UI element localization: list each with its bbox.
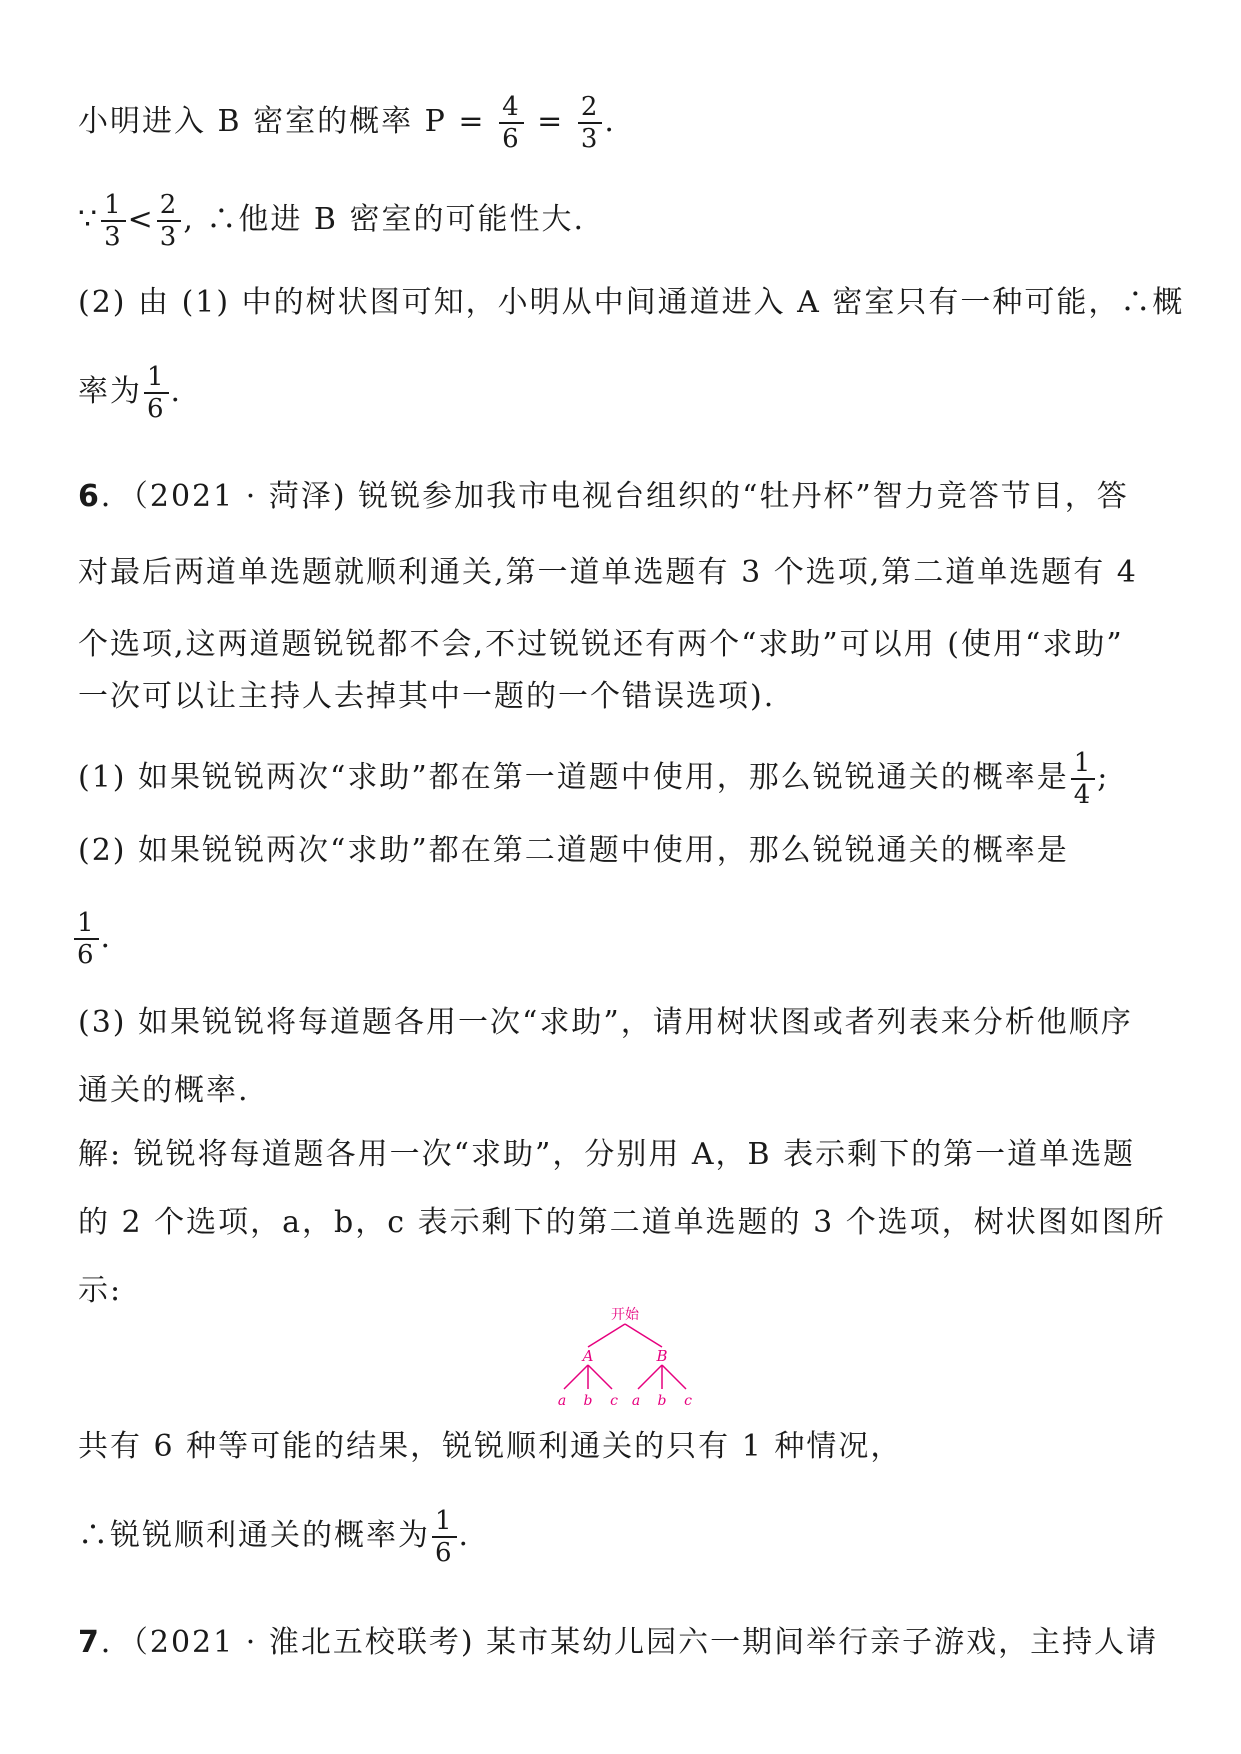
conclusion-line-1: 共有 6 种等可能的结果，锐锐顺利通关的只有 1 种情况， [78,1429,903,1464]
question-number: 6 [78,479,101,514]
solution-line-1 [78,92,616,154]
question-6-part-2: (2) 如果锐锐两次“求助”都在第二道题中使用，那么锐锐通关的概率是 [78,833,1069,868]
tree-leaf: a [557,1393,567,1409]
fraction: $\frac{2}{3}$ [157,190,182,252]
text: ∴锐锐顺利通关的概率为 [78,1518,430,1553]
question-6-line-3: 个选项,这两道题锐锐都不会,不过锐锐还有两个“求助”可以用 (使用“求助” [78,627,1124,662]
solution-line-2 [78,190,585,252]
fraction: $\frac{1}{6}$ [144,362,169,424]
solution-6-line-2: 的 2 个选项，a，b，c 表示剩下的第二道单选题的 3 个选项，树状图如图所 [78,1205,1166,1240]
solution-line-4 [78,362,182,424]
text: , ∴他进 B 密室的可能性大. [183,202,586,237]
solution-6-line-3: 示: [78,1273,123,1308]
text: 率为 [78,374,142,409]
period: . [100,920,113,955]
fraction: $\frac{1}{3}$ [101,190,126,252]
period: . [604,104,616,139]
fraction: $\frac{1}{4}$ [1071,748,1096,810]
less-than-sign: < [127,202,155,237]
solution-6-line-1: 解: 锐锐将每道题各用一次“求助”，分别用 A，B 表示剩下的第一道单选题 [78,1137,1136,1172]
semicolon: ; [1097,760,1110,795]
tree-leaf: b [657,1393,667,1409]
question-6-line-4: 一次可以让主持人去掉其中一题的一个错误选项). [78,679,776,714]
tree-leaf: b [583,1393,593,1409]
fraction: $\frac{1}{6}$ [432,1506,457,1568]
question-6-line-1 [78,478,1129,516]
tree-diagram [550,1305,700,1409]
question-7-line-1 [78,1624,1158,1662]
text: ．（2021 · 淮北五校联考) 某市某幼儿园六一期间举行亲子游戏，主持人请 [100,1625,1159,1660]
question-6-part-3-line-2: 通关的概率. [78,1073,250,1108]
tree-leaf: a [631,1393,641,1409]
because-symbol: ∵ [78,202,100,237]
question-number: 7 [78,1625,101,1660]
tree-node-b: B [656,1347,668,1365]
equals-sign: = [537,104,565,139]
tree-root-label: 开始 [611,1307,639,1323]
fraction: $\frac{1}{6}$ [74,908,99,970]
tree-node-a: A [582,1347,594,1365]
fraction: $\frac{4}{6}$ [499,92,524,154]
tree-leaf: c [610,1393,618,1409]
text: 小明进入 B 密室的概率 P = [78,104,486,139]
question-6-part-2-answer [72,908,112,970]
conclusion-line-2 [78,1506,470,1568]
question-6-part-1 [78,748,1109,810]
fraction: $\frac{2}{3}$ [578,92,603,154]
period: . [458,1518,471,1553]
text: ．（2021 · 菏泽) 锐锐参加我市电视台组织的“牡丹杯”智力竞答节目，答 [100,479,1129,514]
tree-leaf: c [684,1393,692,1409]
solution-line-3: (2) 由 (1) 中的树状图可知，小明从中间通道进入 A 密室只有一种可能，∴概 [78,285,1185,320]
question-6-line-2: 对最后两道单选题就顺利通关,第一道单选题有 3 个选项,第二道单选题有 4 [78,555,1138,590]
question-6-part-3-line-1: (3) 如果锐锐将每道题各用一次“求助”，请用树状图或者列表来分析他顺序 [78,1005,1133,1040]
text: (1) 如果锐锐两次“求助”都在第一道题中使用，那么锐锐通关的概率是 [78,760,1069,795]
period: . [170,374,183,409]
